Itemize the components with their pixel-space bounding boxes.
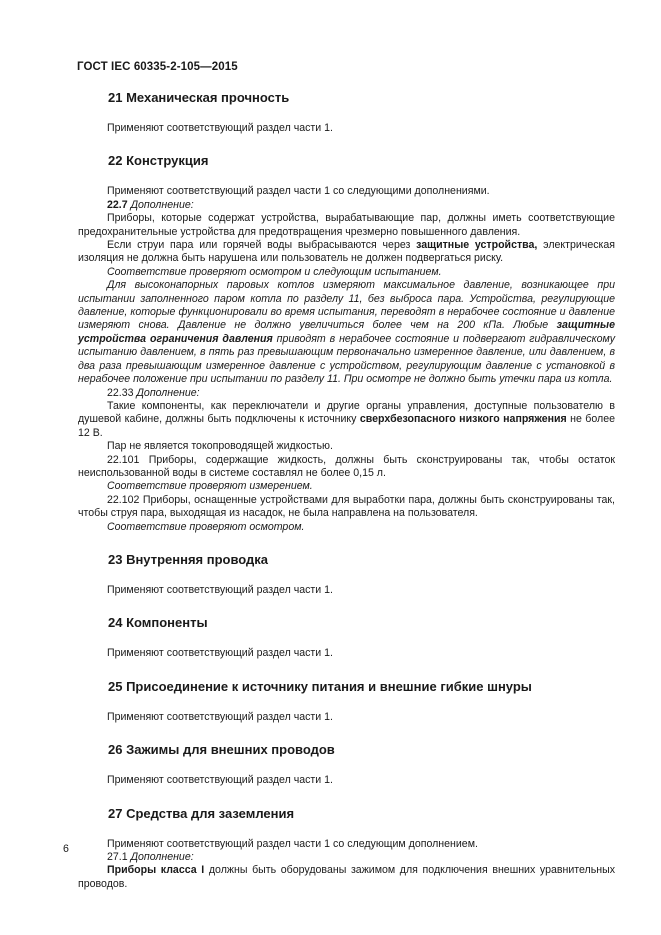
clause-22-101: 22.101 Приборы, содержащие жидкость, должны быть сконструированы так, чтобы остаток неиспользованной воды в системе составлял не более 0,15 л. <box>78 453 615 479</box>
clause-addition: Дополнение: <box>136 386 200 399</box>
paragraph: Если струи пара или горячей воды выбрасываются через защитные устройства, электрическая изоляция не должна быть нарушена или пользователь не должен подвергаться риску. <box>78 239 616 265</box>
clause-number: 22.7 <box>107 198 128 211</box>
section-22-intro: Применяют соответствующий раздел части 1 со следующими дополнениями. <box>107 185 490 198</box>
term-bold: защитные устройства ограничения давления <box>78 319 615 345</box>
section-21-title: 21 Механическая прочность <box>108 90 290 105</box>
section-22-title: 22 Конструкция <box>108 153 209 169</box>
clause-22-7 <box>78 199 615 212</box>
clause-27-1: 27.1 Дополнение: <box>107 851 194 863</box>
document-body <box>78 90 615 891</box>
section-23-text: Применяют соответствующий раздел части 1. <box>107 583 333 596</box>
paragraph: Приборы класса I должны быть оборудованы зажимом для подключения внешних уравнительных проводов. <box>78 864 616 890</box>
document-header: ГОСТ IEC 60335-2-105—2015 <box>77 61 238 73</box>
section-27-intro: Применяют соответствующий раздел части 1 со следующим дополнением. <box>107 837 478 850</box>
section-26-text: Применяют соответствующий раздел части 1. <box>107 774 333 787</box>
section-26-title: 26 Зажимы для внешних проводов <box>108 742 335 758</box>
compliance-note: Соответствие проверяют осмотром. <box>107 520 305 533</box>
compliance-note: Соответствие проверяют измерением. <box>107 480 313 493</box>
page-number: 6 <box>63 843 69 855</box>
term-bold: защитные устройства, <box>416 239 538 252</box>
clause-22-102: 22.102 Приборы, оснащенные устройствами для выработки пара, должны быть сконструированы так, чтобы струя пара, выходящая из насадок, не была направлена на пользователя. <box>78 493 615 520</box>
compliance-note: Соответствие проверяют осмотром и следующим испытанием. <box>107 265 442 278</box>
section-24-title: 24 Компоненты <box>108 615 208 631</box>
paragraph: Приборы, которые содержат устройства, вырабатывающие пар, должны иметь соответствующие предохранительные устройства для предотвращения чрезмерно повышенного давления. <box>78 212 615 238</box>
term-bold: Приборы класса I <box>107 864 205 877</box>
section-23-title: 23 Внутренняя проводка <box>108 551 269 567</box>
clause-22-33: 22.33 Дополнение: <box>107 386 200 399</box>
clause-addition: Дополнение: <box>130 198 194 211</box>
term-bold: сверхбезопасного низкого напряжения <box>359 413 567 426</box>
paragraph: Такие компоненты, как переключатели и другие органы управления, доступные пользователю в душевой кабине, должны быть подключены к источнику сверхбезопасного низкого напряжения не более 12 В. <box>78 399 615 439</box>
clause-addition: Дополнение: <box>130 851 194 863</box>
paragraph: Пар не является токопроводящей жидкостью. <box>107 440 333 453</box>
section-25-title: 25 Присоединение к источнику питания и внешние гибкие шнуры <box>108 678 532 694</box>
section-21-text: Применяют соответствующий раздел части 1. <box>107 122 333 134</box>
section-24-text: Применяют соответствующий раздел части 1. <box>107 647 333 660</box>
section-27-title: 27 Средства для заземления <box>108 805 295 821</box>
section-25-text: Применяют соответствующий раздел части 1. <box>107 710 333 723</box>
test-paragraph: Для высоконапорных паровых котлов измеряют максимальное давление, возникающее при испытании заполненного паром котла по разделу 11, без выброса пара. Устройства, регулирующие давление, которые функционировали во время испытания, переводят в нерабочее состояние и давление измеряют снова. Давление не должно увеличиться более чем на 200 кПа. Любые защитные устройства ограничения давления приводят в нерабочее состояние и подвергают гидравлическому испытанию давлением, в пять раз превышающим первоначально измеренное давление, или давлением, в два раза превышающим измеренное давление с устройством, регулирующим давление с установкой в нерабочее положение при испытании по разделу 11. При осмотре не должно быть утечки пара из котла. <box>78 279 615 386</box>
